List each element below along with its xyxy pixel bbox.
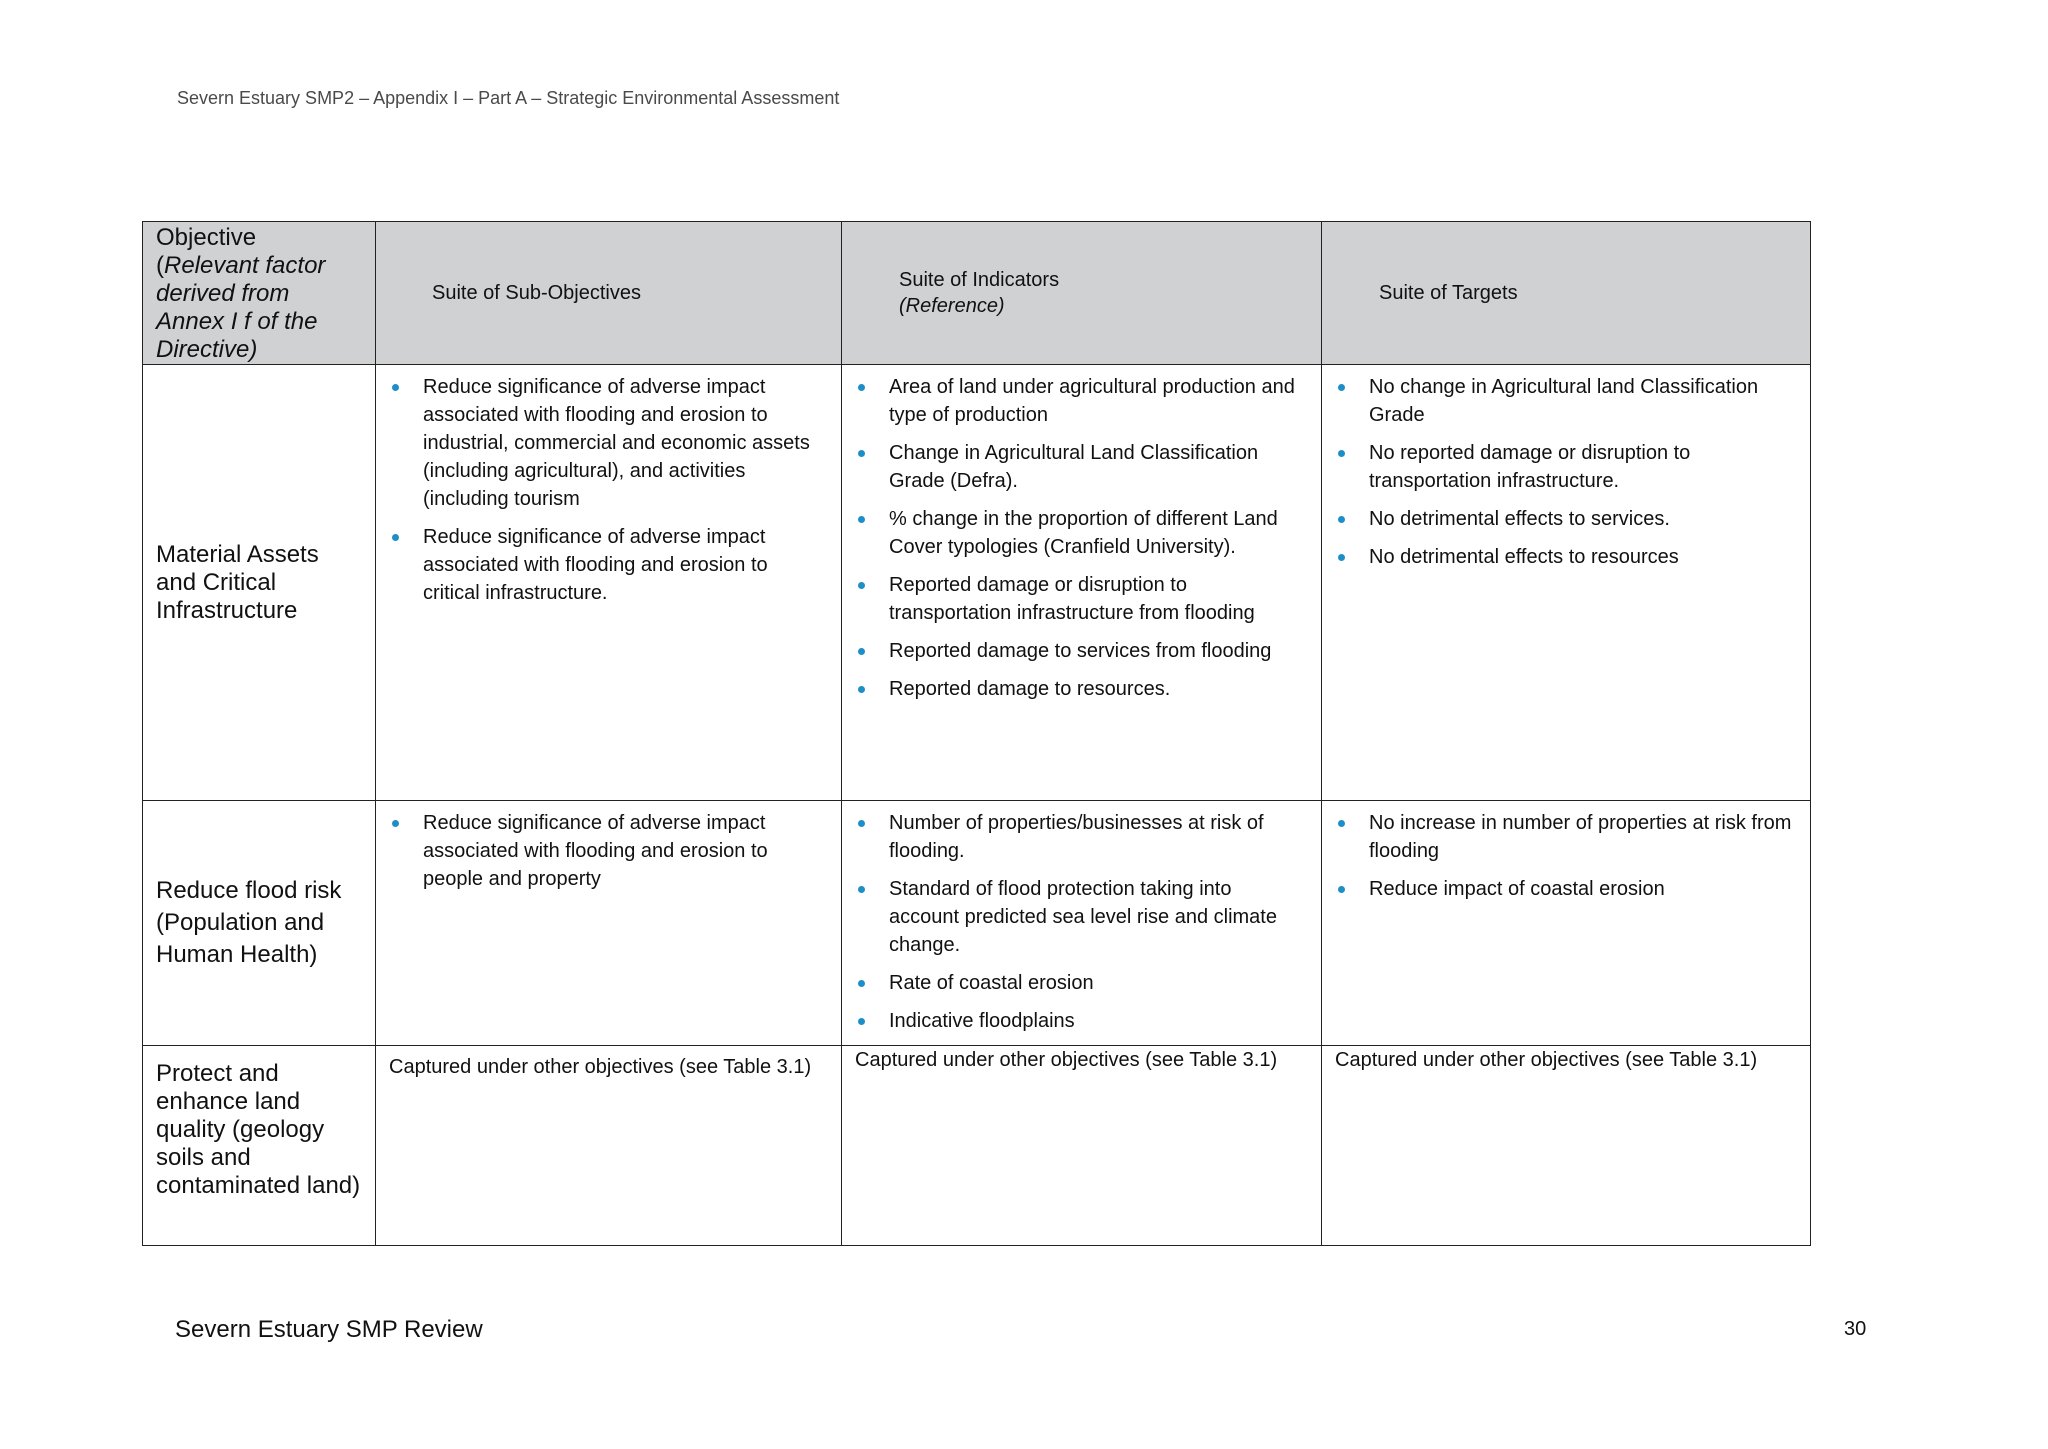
list-item: Reported damage to services from flooding [842,637,1307,665]
sub-objectives-list [376,801,841,893]
list-item: Reduce impact of coastal erosion [1322,875,1796,903]
footer-title: Severn Estuary SMP Review [175,1316,483,1343]
indicators-header-line2: (Reference) [899,295,1005,317]
list-item: % change in the proportion of different Land Cover typologies (Cranfield University). [842,505,1307,561]
sub-objectives-header: Suite of Sub-Objectives [376,222,842,365]
targets-list [1322,365,1810,571]
list-item: Reported damage or disruption to transportation infrastructure from flooding [842,571,1307,627]
list-item: No detrimental effects to resources [1322,543,1796,571]
list-item: No increase in number of properties at risk from flooding [1322,809,1796,865]
sub-objectives-cell [376,801,842,1046]
list-item: Area of land under agricultural production and type of production [842,373,1307,429]
captured-note: Captured under other objectives (see Table 3.1) [389,1056,812,1078]
page-number: 30 [1844,1318,1867,1340]
captured-note: Captured under other objectives (see Table 3.1) [1335,1049,1758,1071]
table-header-row [143,222,1811,365]
list-item: Number of properties/businesses at risk of flooding. [842,809,1307,865]
list-item: Reduce significance of adverse impact associated with flooding and erosion to industrial, commercial and economic assets (including agricultural), and activities (including tourism [376,373,827,513]
objective-cell: Protect and enhance land quality (geology soils and contaminated land) [143,1046,376,1246]
targets-header: Suite of Targets [1322,222,1811,365]
list-item: Reduce significance of adverse impact associated with flooding and erosion to critical infrastructure. [376,523,827,607]
objective-cell: Reduce flood risk (Population and Human Health) [143,801,376,1046]
table-row [143,1046,1811,1246]
list-item: No reported damage or disruption to transportation infrastructure. [1322,439,1796,495]
list-item: Reported damage to resources. [842,675,1307,703]
indicators-header-line1: Suite of Indicators [899,269,1060,291]
indicators-header [842,222,1322,365]
list-item: Standard of flood protection taking into account predicted sea level rise and climate change. [842,875,1307,959]
targets-cell [1322,1046,1811,1246]
indicators-list [842,801,1321,1035]
table-row [143,365,1811,801]
list-item: Change in Agricultural Land Classification Grade (Defra). [842,439,1307,495]
indicators-list [842,365,1321,703]
sub-objectives-list [376,365,841,607]
list-item: No change in Agricultural land Classification Grade [1322,373,1796,429]
list-item: Rate of coastal erosion [842,969,1307,997]
captured-note: Captured under other objectives (see Table 3.1) [855,1049,1278,1071]
objective-header [143,222,376,365]
indicators-cell [842,1046,1322,1246]
objective-header-line1: Objective [156,224,257,251]
targets-cell [1322,801,1811,1046]
table-row [143,801,1811,1046]
targets-list [1322,801,1810,903]
sub-objectives-cell [376,1046,842,1246]
objective-cell: Material Assets and Critical Infrastructure [143,365,376,801]
indicators-cell [842,365,1322,801]
list-item: Indicative floodplains [842,1007,1307,1035]
objective-header-italic: Relevant factor derived from Annex I f of the Directive) [156,252,326,363]
sub-objectives-cell [376,365,842,801]
list-item: No detrimental effects to services. [1322,505,1796,533]
indicators-cell [842,801,1322,1046]
objective-header-open: ( [156,252,164,279]
list-item: Reduce significance of adverse impact associated with flooding and erosion to people and property [376,809,827,893]
page-header: Severn Estuary SMP2 – Appendix I – Part A – Strategic Environmental Assessment [177,88,840,108]
targets-cell [1322,365,1811,801]
sea-objectives-table [142,221,1811,1246]
